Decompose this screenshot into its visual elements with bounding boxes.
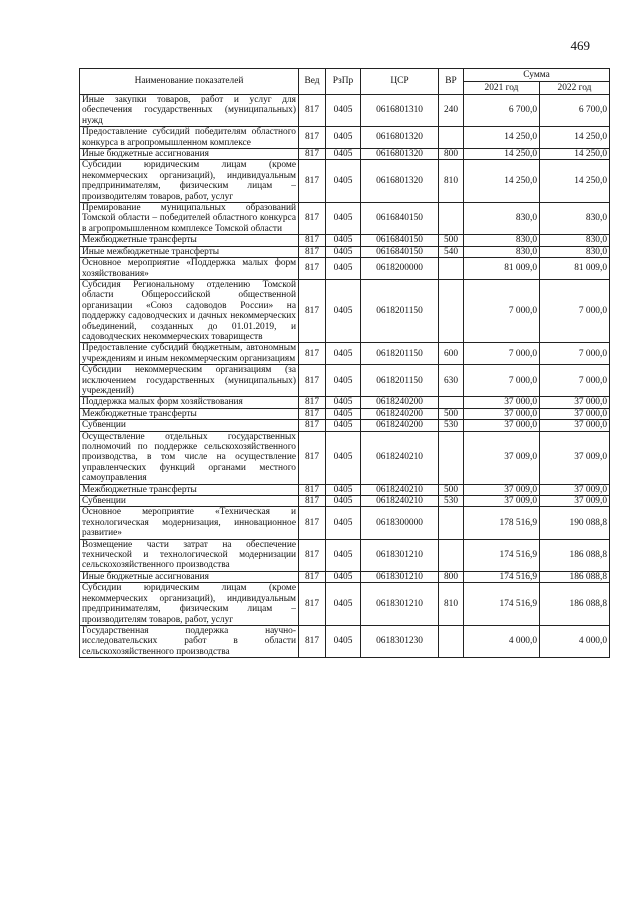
- cell-name: Иные бюджетные ассигнования: [80, 571, 299, 582]
- header-csr: ЦСР: [361, 69, 439, 95]
- cell-sum-2022: 37 009,0: [540, 431, 610, 484]
- cell-rzpr: 0405: [326, 160, 361, 203]
- cell-rzpr: 0405: [326, 279, 361, 342]
- cell-sum-2022: 81 009,0: [540, 258, 610, 280]
- cell-sum-2022: 14 250,0: [540, 160, 610, 203]
- table-row: [80, 258, 610, 280]
- cell-sum-2021: 7 000,0: [464, 279, 540, 342]
- cell-ved: 817: [299, 127, 326, 149]
- cell-csr: 0618240200: [361, 408, 439, 419]
- header-vr: ВР: [439, 69, 464, 95]
- table-row: [80, 279, 610, 342]
- cell-sum-2022: 190 088,8: [540, 507, 610, 539]
- table-row: [80, 507, 610, 539]
- cell-csr: 0616801320: [361, 160, 439, 203]
- cell-name: Иные межбюджетные трансферты: [80, 246, 299, 257]
- cell-ved: 817: [299, 365, 326, 397]
- cell-csr: 0616840150: [361, 235, 439, 246]
- table-row: [80, 431, 610, 484]
- cell-sum-2021: 37 000,0: [464, 397, 540, 408]
- cell-rzpr: 0405: [326, 203, 361, 235]
- cell-sum-2022: 37 009,0: [540, 496, 610, 507]
- cell-ved: 817: [299, 571, 326, 582]
- cell-sum-2022: 830,0: [540, 203, 610, 235]
- table-row: [80, 343, 610, 365]
- cell-sum-2022: 14 250,0: [540, 127, 610, 149]
- cell-rzpr: 0405: [326, 408, 361, 419]
- cell-ved: 817: [299, 343, 326, 365]
- cell-csr: 0616801320: [361, 127, 439, 149]
- cell-ved: 817: [299, 496, 326, 507]
- cell-vr: 500: [439, 484, 464, 495]
- cell-csr: 0618301210: [361, 539, 439, 571]
- cell-sum-2021: 830,0: [464, 246, 540, 257]
- cell-sum-2022: 186 088,8: [540, 571, 610, 582]
- table-row: [80, 484, 610, 495]
- cell-ved: 817: [299, 258, 326, 280]
- cell-sum-2022: 186 088,8: [540, 583, 610, 626]
- table-row: [80, 397, 610, 408]
- cell-rzpr: 0405: [326, 625, 361, 657]
- cell-rzpr: 0405: [326, 420, 361, 431]
- cell-sum-2021: 178 516,9: [464, 507, 540, 539]
- cell-vr: [439, 539, 464, 571]
- cell-rzpr: 0405: [326, 496, 361, 507]
- cell-sum-2021: 830,0: [464, 203, 540, 235]
- table-body: [80, 95, 610, 658]
- cell-sum-2021: 14 250,0: [464, 160, 540, 203]
- cell-ved: 817: [299, 507, 326, 539]
- cell-vr: 810: [439, 160, 464, 203]
- cell-sum-2022: 7 000,0: [540, 343, 610, 365]
- cell-name: Субвенции: [80, 420, 299, 431]
- cell-rzpr: 0405: [326, 539, 361, 571]
- cell-name: Иные бюджетные ассигнования: [80, 149, 299, 160]
- cell-sum-2021: 37 000,0: [464, 420, 540, 431]
- cell-name: Государственная поддержка научно-исследовательских работ в области сельскохозяйственного производства: [80, 625, 299, 657]
- cell-sum-2022: 37 000,0: [540, 397, 610, 408]
- cell-rzpr: 0405: [326, 397, 361, 408]
- header-sum: Сумма: [464, 69, 610, 82]
- cell-sum-2021: 37 000,0: [464, 408, 540, 419]
- cell-sum-2022: 6 700,0: [540, 95, 610, 127]
- cell-name: Возмещение части затрат на обеспечение технической и технологической модернизации сельскохозяйственного производства: [80, 539, 299, 571]
- cell-vr: 800: [439, 571, 464, 582]
- cell-sum-2022: 14 250,0: [540, 149, 610, 160]
- cell-name: Субсидия Региональному отделению Томской области Общероссийской общественной организации «Союз садоводов России» на поддержку садоводческих и дачных некоммерческих объединений, созданных до 01.01.2019, и садоводческих некоммерческих товариществ: [80, 279, 299, 342]
- cell-vr: 810: [439, 583, 464, 626]
- cell-csr: 0618300000: [361, 507, 439, 539]
- cell-ved: 817: [299, 431, 326, 484]
- cell-csr: 0616801310: [361, 95, 439, 127]
- cell-name: Осуществление отдельных государственных полномочий по поддержке сельскохозяйственного производства, в том числе на осуществление управленческих функций органами местного самоуправления: [80, 431, 299, 484]
- table-row: [80, 583, 610, 626]
- cell-name: Предоставление субсидий победителям областного конкурса в агропромышленном комплексе: [80, 127, 299, 149]
- cell-name: Межбюджетные трансферты: [80, 484, 299, 495]
- header-2021: 2021 год: [464, 82, 540, 95]
- cell-csr: 0618201150: [361, 279, 439, 342]
- header-ved: Вед: [299, 69, 326, 95]
- cell-rzpr: 0405: [326, 95, 361, 127]
- cell-sum-2021: 37 009,0: [464, 431, 540, 484]
- cell-name: Межбюджетные трансферты: [80, 235, 299, 246]
- cell-csr: 0618200000: [361, 258, 439, 280]
- table-row: [80, 539, 610, 571]
- cell-rzpr: 0405: [326, 149, 361, 160]
- cell-ved: 817: [299, 246, 326, 257]
- cell-ved: 817: [299, 408, 326, 419]
- cell-ved: 817: [299, 583, 326, 626]
- cell-sum-2021: 174 516,9: [464, 539, 540, 571]
- cell-vr: 540: [439, 246, 464, 257]
- cell-csr: 0616840150: [361, 246, 439, 257]
- cell-sum-2022: 186 088,8: [540, 539, 610, 571]
- cell-sum-2021: 81 009,0: [464, 258, 540, 280]
- cell-rzpr: 0405: [326, 127, 361, 149]
- table-header: [80, 69, 610, 95]
- cell-csr: 0618201150: [361, 365, 439, 397]
- cell-name: Предоставление субсидий бюджетным, автономным учреждениям и иным некоммерческим организациям: [80, 343, 299, 365]
- cell-vr: [439, 397, 464, 408]
- table-row: [80, 625, 610, 657]
- cell-rzpr: 0405: [326, 365, 361, 397]
- cell-vr: 530: [439, 496, 464, 507]
- cell-csr: 0618240210: [361, 496, 439, 507]
- cell-sum-2021: 37 009,0: [464, 484, 540, 495]
- cell-vr: 530: [439, 420, 464, 431]
- cell-csr: 0618240210: [361, 484, 439, 495]
- cell-ved: 817: [299, 95, 326, 127]
- table-row: [80, 203, 610, 235]
- cell-name: Основное мероприятие «Техническая и технологическая модернизация, инновационное развитие»: [80, 507, 299, 539]
- table-row: [80, 571, 610, 582]
- cell-csr: 0618301210: [361, 583, 439, 626]
- cell-ved: 817: [299, 160, 326, 203]
- cell-sum-2021: 14 250,0: [464, 127, 540, 149]
- budget-table: [79, 68, 610, 658]
- cell-name: Субсидии некоммерческим организациям (за исключением государственных (муниципальных) учреждений): [80, 365, 299, 397]
- cell-rzpr: 0405: [326, 484, 361, 495]
- table-row: [80, 246, 610, 257]
- cell-rzpr: 0405: [326, 258, 361, 280]
- cell-vr: [439, 431, 464, 484]
- cell-vr: [439, 203, 464, 235]
- cell-ved: 817: [299, 484, 326, 495]
- cell-csr: 0618201150: [361, 343, 439, 365]
- cell-sum-2022: 830,0: [540, 246, 610, 257]
- cell-sum-2022: 37 000,0: [540, 408, 610, 419]
- cell-vr: 500: [439, 235, 464, 246]
- cell-vr: [439, 279, 464, 342]
- cell-name: Премирование муниципальных образований Томской области – победителей областного конкурса в агропромышленном комплексе Томской области: [80, 203, 299, 235]
- cell-ved: 817: [299, 625, 326, 657]
- table-row: [80, 365, 610, 397]
- cell-sum-2021: 14 250,0: [464, 149, 540, 160]
- cell-ved: 817: [299, 539, 326, 571]
- cell-name: Иные закупки товаров, работ и услуг для обеспечения государственных (муниципальных) нужд: [80, 95, 299, 127]
- cell-ved: 817: [299, 279, 326, 342]
- cell-ved: 817: [299, 149, 326, 160]
- cell-csr: 0616840150: [361, 203, 439, 235]
- table-row: [80, 496, 610, 507]
- cell-sum-2022: 37 009,0: [540, 484, 610, 495]
- cell-sum-2021: 174 516,9: [464, 571, 540, 582]
- cell-sum-2022: 37 000,0: [540, 420, 610, 431]
- cell-csr: 0618301210: [361, 571, 439, 582]
- cell-sum-2021: 7 000,0: [464, 365, 540, 397]
- page-number: 469: [570, 38, 590, 53]
- cell-sum-2022: 7 000,0: [540, 279, 610, 342]
- cell-sum-2021: 830,0: [464, 235, 540, 246]
- cell-ved: 817: [299, 235, 326, 246]
- cell-sum-2021: 4 000,0: [464, 625, 540, 657]
- cell-sum-2021: 7 000,0: [464, 343, 540, 365]
- cell-vr: [439, 625, 464, 657]
- cell-name: Субсидии юридическим лицам (кроме некоммерческих организаций), индивидуальным предпринимателям, физическим лицам – производителям товаров, работ, услуг: [80, 583, 299, 626]
- header-rzpr: РзПр: [326, 69, 361, 95]
- cell-name: Субсидии юридическим лицам (кроме некоммерческих организаций), индивидуальным предпринимателям, физическим лицам – производителям товаров, работ, услуг: [80, 160, 299, 203]
- cell-vr: 600: [439, 343, 464, 365]
- cell-vr: 240: [439, 95, 464, 127]
- cell-rzpr: 0405: [326, 571, 361, 582]
- cell-rzpr: 0405: [326, 507, 361, 539]
- cell-rzpr: 0405: [326, 246, 361, 257]
- cell-vr: 500: [439, 408, 464, 419]
- table-row: [80, 235, 610, 246]
- cell-rzpr: 0405: [326, 343, 361, 365]
- cell-csr: 0618240210: [361, 431, 439, 484]
- cell-sum-2022: 830,0: [540, 235, 610, 246]
- header-2022: 2022 год: [540, 82, 610, 95]
- cell-sum-2021: 37 009,0: [464, 496, 540, 507]
- cell-vr: [439, 127, 464, 149]
- cell-rzpr: 0405: [326, 583, 361, 626]
- cell-name: Поддержка малых форм хозяйствования: [80, 397, 299, 408]
- header-name: Наименование показателей: [80, 69, 299, 95]
- cell-rzpr: 0405: [326, 431, 361, 484]
- cell-vr: [439, 258, 464, 280]
- cell-sum-2022: 4 000,0: [540, 625, 610, 657]
- cell-csr: 0618240200: [361, 420, 439, 431]
- cell-vr: 800: [439, 149, 464, 160]
- cell-ved: 817: [299, 420, 326, 431]
- cell-csr: 0618301230: [361, 625, 439, 657]
- table-row: [80, 160, 610, 203]
- cell-vr: [439, 507, 464, 539]
- table-row: [80, 420, 610, 431]
- cell-sum-2021: 6 700,0: [464, 95, 540, 127]
- cell-ved: 817: [299, 203, 326, 235]
- cell-name: Субвенции: [80, 496, 299, 507]
- table-row: [80, 408, 610, 419]
- cell-ved: 817: [299, 397, 326, 408]
- cell-vr: 630: [439, 365, 464, 397]
- table-row: [80, 149, 610, 160]
- cell-csr: 0616801320: [361, 149, 439, 160]
- table-row: [80, 95, 610, 127]
- cell-name: Основное мероприятие «Поддержка малых форм хозяйствования»: [80, 258, 299, 280]
- cell-name: Межбюджетные трансферты: [80, 408, 299, 419]
- cell-rzpr: 0405: [326, 235, 361, 246]
- cell-csr: 0618240200: [361, 397, 439, 408]
- cell-sum-2021: 174 516,9: [464, 583, 540, 626]
- cell-sum-2022: 7 000,0: [540, 365, 610, 397]
- table-row: [80, 127, 610, 149]
